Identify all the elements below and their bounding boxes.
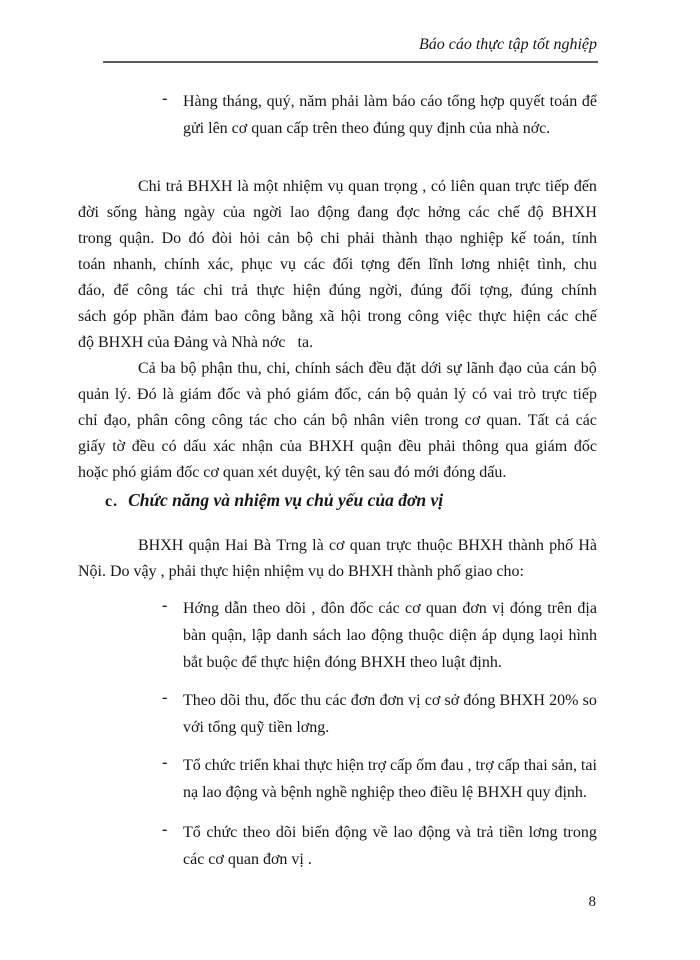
bullet-text: Tổ chức theo dõi biến động về lao động và trả tiền lơng trong các cơ quan đơn vị . bbox=[183, 824, 597, 868]
bullet-item-monthly-reports bbox=[162, 88, 597, 142]
bullet-item-theo-doi-thu bbox=[162, 687, 597, 741]
bullet-text: Hớng dẫn theo dõi , đôn đốc các cơ quan đơn vị đóng trên địa bàn quận, lập danh sách lao động thuộc diện áp dụng laọi hình bắt buộc để thực hiện đóng BHXH theo luật định. bbox=[183, 600, 597, 671]
bullet-item-huong-dan bbox=[162, 595, 597, 676]
paragraph-bhxh-quan-hbt: BHXH quận Hai Bà Trng là cơ quan trực thuộc BHXH thành phố Hà Nội. Do vậy , phải thực hiện nhiệm vụ do BHXH thành phố giao cho: bbox=[78, 537, 597, 580]
dash-bullet-icon: - bbox=[162, 597, 168, 614]
bullet-item-tro-cap bbox=[162, 752, 597, 806]
dash-bullet-icon: - bbox=[162, 754, 168, 771]
dash-bullet-icon: - bbox=[162, 90, 168, 107]
dash-bullet-icon: - bbox=[162, 689, 168, 706]
page-header-title: Báo cáo thực tập tốt nghiệp bbox=[418, 36, 597, 53]
section-heading-c bbox=[105, 490, 443, 511]
heading-marker: c. bbox=[105, 493, 119, 510]
paragraph-chi-tra-bhxh: Chi trả BHXH là một nhiệm vụ quan trọng , có liên quan trực tiếp đến đời sống hàng ngày của ngời lao động đang đợc hởng các chế độ BHXH trong quận. Do đó đòi hỏi cản bộ chi phải thành thạo nghiệp kế toán, tính toán nhanh, chính xác, phục vụ các đối tợng đến lĩnh lơng nhiệt tình, chu đáo, để công tác chi trả thực hiện đúng ngời, đúng đối tợng, đúng chính sách góp phần đảm bao công bằng xã hội trong công việc thực hiện các chế độ BHXH của Đảng và Nhà nớc ta. bbox=[78, 178, 597, 351]
bullet-item-bien-dong bbox=[162, 819, 597, 873]
bullet-text: Hàng tháng, quý, năm phải làm báo cáo tổng hợp quyết toán để gửi lên cơ quan cấp trên theo đúng quy định của nhà nớc. bbox=[183, 93, 597, 137]
dash-bullet-icon: - bbox=[162, 821, 168, 838]
paragraph-ca-ba-bo-phan: Cả ba bộ phận thu, chi, chính sách đều đặt dới sự lãnh đạo của cán bộ quản lý. Đó là giám đốc và phó giám đốc, cán bộ quản lý có vai trò trực tiếp chỉ đạo, phân công công tác cho cán bộ nhân viên trong cơ quan. Tất cả các giấy tờ đều có dấu xác nhận của BHXH quận đều phải thông qua giám đốc hoặc phó giám đốc cơ quan xét duyệt, ký tên sau đó mới đóng dấu. bbox=[78, 360, 597, 481]
page-number: 8 bbox=[588, 894, 596, 910]
bullet-text: Tổ chức triển khai thực hiện trợ cấp ốm đau , trợ cấp thai sản, tai nạ lao động và bệnh nghề nghiệp theo điều lệ BHXH quy định. bbox=[183, 757, 597, 801]
bullet-text: Theo dõi thu, đốc thu các đơn đơn vị cơ sở đóng BHXH 20% so với tổng quỹ tiền lơng. bbox=[183, 692, 597, 736]
header-rule bbox=[103, 61, 598, 63]
heading-text: Chức năng và nhiệm vụ chủ yếu của đơn vị bbox=[128, 490, 444, 510]
